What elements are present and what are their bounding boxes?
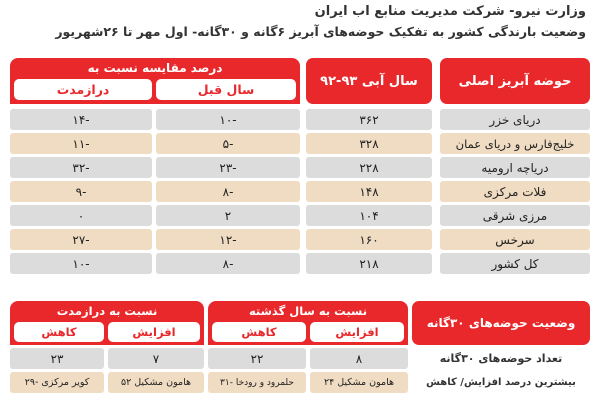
table-row-last-inc: ۸: [310, 348, 408, 369]
table-row-value: ۳۶۲: [306, 109, 432, 130]
table-row-long: -۲۷: [10, 229, 152, 250]
table-row-prev: -۲۳: [156, 157, 300, 178]
col-header-vs-long-term: نسبت به درازمدت: [56, 304, 158, 318]
table-row-prev: ۲: [156, 205, 300, 226]
col-header-water-year: سال آبی ۹۳-۹۲: [306, 58, 432, 104]
org-title: وزارت نیرو- شرکت مدیریت منابع اب ایران: [314, 4, 586, 19]
col-header-basin: حوضه آبریز اصلی: [440, 58, 590, 104]
table-row-long: -۱۰: [10, 253, 152, 274]
table-row-long-dec: ۲۳: [10, 348, 104, 369]
table-row-long: ۰: [10, 205, 152, 226]
table-row-basin: خلیج‌فارس و دریای عمان: [440, 133, 590, 154]
table-row-basin: مرزی شرقی: [440, 205, 590, 226]
table-row-last-dec: ۲۲: [208, 348, 306, 369]
col-header-long-dec: کاهش: [14, 322, 104, 342]
table-row-long: -۱۴: [10, 109, 152, 130]
table-row-last-dec: حلمرود و رودخا -۳۱: [208, 372, 306, 393]
table-row-prev: -۵: [156, 133, 300, 154]
table-row-value: ۲۲۸: [306, 157, 432, 178]
table-row-last-inc: هامون مشکیل ۲۴: [310, 372, 408, 393]
table-row-long-inc: هامون مشکیل ۵۲: [108, 372, 204, 393]
col-header-status: وضعیت حوضه‌های ۳۰گانه: [412, 301, 590, 345]
table-row-long-dec: کویر مرکزی -۲۹: [10, 372, 104, 393]
table-row-value: ۲۱۸: [306, 253, 432, 274]
col-header-compare: درصد مقایسه نسبت به: [87, 61, 223, 75]
table-row-basin: کل کشور: [440, 253, 590, 274]
table-row-value: ۱۴۸: [306, 181, 432, 202]
col-header-last-dec: کاهش: [212, 322, 306, 342]
col-header-vs-last-year: نسبت به سال گذشته: [248, 304, 368, 318]
table-row-long-inc: ۷: [108, 348, 204, 369]
table-row-prev: -۸: [156, 181, 300, 202]
col-header-long-inc: افزایش: [108, 322, 200, 342]
table-row-value: ۳۲۸: [306, 133, 432, 154]
table-row-long: -۹: [10, 181, 152, 202]
table-row-label: بیشترین درصد افزایش/ کاهش: [426, 377, 576, 388]
table-row-prev: -۸: [156, 253, 300, 274]
table-row-prev: -۱۲: [156, 229, 300, 250]
table-row-long: -۳۲: [10, 157, 152, 178]
col-header-long-term: درازمدت: [14, 79, 152, 100]
table-row-basin: فلات مرکزی: [440, 181, 590, 202]
table-row-label: تعداد حوضه‌های ۳۰گانه: [439, 352, 563, 365]
report-title: وضعیت بارندگی کشور به تفکیک حوضه‌های آبریز ۶گانه و ۳۰گانه- اول مهر تا ۲۶شهریور: [55, 24, 586, 39]
table-row-basin: سرخس: [440, 229, 590, 250]
table-row-prev: -۱۰: [156, 109, 300, 130]
table-row-basin: دریای خزر: [440, 109, 590, 130]
col-header-prev-year: سال قبل: [156, 79, 296, 100]
col-header-last-inc: افزایش: [310, 322, 404, 342]
table-row-value: ۱۶۰: [306, 229, 432, 250]
table-row-long: -۱۱: [10, 133, 152, 154]
table-row-basin: دریاچه ارومیه: [440, 157, 590, 178]
table-row-value: ۱۰۴: [306, 205, 432, 226]
